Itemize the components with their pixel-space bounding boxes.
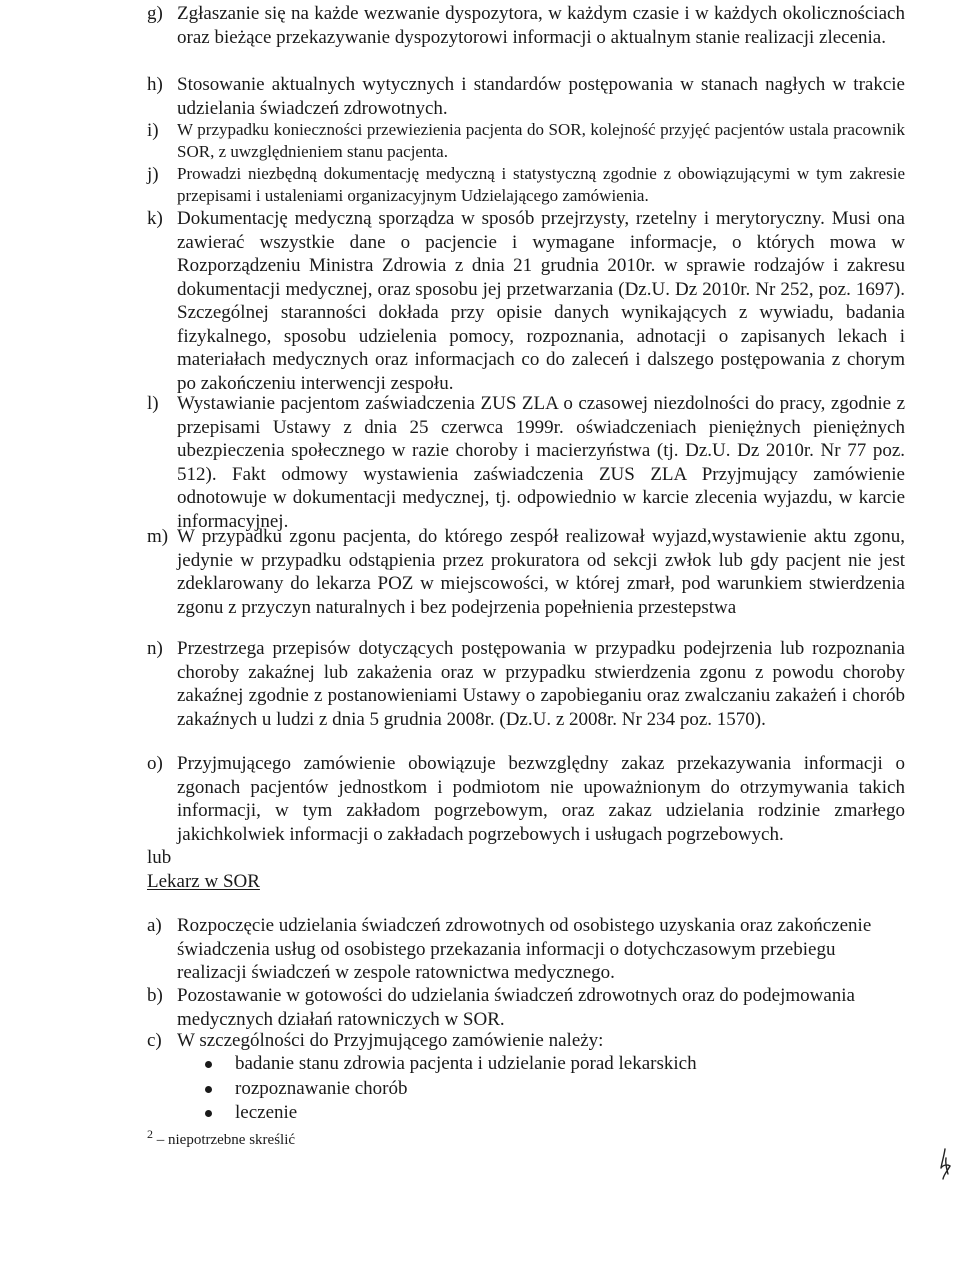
- handwritten-initials-mark: [936, 1148, 954, 1180]
- list-item-n: [147, 637, 905, 731]
- item-marker: b): [147, 985, 163, 1006]
- connector-text: lub: [147, 847, 172, 868]
- list-item-h: [147, 73, 905, 120]
- footnote-number: 2: [147, 1127, 153, 1141]
- bullet-text: badanie stanu zdrowia pacjenta i udzielanie porad lekarskich: [235, 1053, 697, 1074]
- item-text: Pozostawanie w gotowości do udzielania świadczeń zdrowotnych oraz do podejmowania medycznych działań ratowniczych w SOR.: [177, 985, 855, 1030]
- bullet-item: [205, 1077, 697, 1102]
- list-item-k: [147, 207, 905, 395]
- bullet-item: [205, 1052, 697, 1077]
- bullet-text: leczenie: [235, 1102, 298, 1123]
- section-heading: Lekarz w SOR: [147, 871, 260, 892]
- item-marker: m): [147, 526, 169, 547]
- list-item-a: [147, 914, 905, 985]
- item-text: Przestrzega przepisów dotyczących postępowania w przypadku podejrzenia lub rozpoznania choroby zakaźnej lub zakażenia oraz w przypadku stwierdzenia zgonu z powodu choroby zakaźnej zgodnie z postanowieniami Ustawy o zapobieganiu oraz zwalczaniu zakażeń i chorób zakaźnych u ludzi z dnia 5 grudnia 2008r. (Dz.U. z 2008r. Nr 234 poz. 1570).: [177, 638, 905, 730]
- item-text: W przypadku zgonu pacjenta, do którego zespół realizował wyjazd,wystawienie aktu zgonu, jedynie w przypadku odstąpienia przez prokuratora od sekcji zwłok lub gdy pacjent nie jest zdeklarowany do lekarza POZ w miejscowości, w której zmarł, pod warunkiem stwierdzenia zgonu z przyczyn naturalnych i bez podejrzenia popełnienia przestepstwa: [177, 526, 905, 618]
- item-marker: l): [147, 393, 159, 414]
- bullet-icon: [205, 1110, 212, 1117]
- item-text: Rozpoczęcie udzielania świadczeń zdrowotnych od osobistego uzyskania oraz zakończenie świadczenia usług od osobistego przekazania informacji o dotychczasowym przebiegu realizacji świadczeń w zespole ratownictwa medycznego.: [177, 915, 872, 983]
- list-item-o: [147, 752, 905, 846]
- item-text: W szczególności do Przyjmującego zamówienie należy:: [177, 1030, 604, 1051]
- item-marker: k): [147, 208, 163, 229]
- item-text: Prowadzi niezbędną dokumentację medyczną i statystyczną zgodnie z obowiązującymi w tym zakresie przepisami i ustaleniami organizacyjnym Udzielającego zamówienia.: [177, 164, 905, 205]
- bullet-text: rozpoznawanie chorób: [235, 1077, 408, 1099]
- item-text: Przyjmującego zamówienie obowiązuje bezwzględny zakaz przekazywania informacji o zgonach pacjentów jednostkom i podmiotom nie upoważnionym do otrzymywania takich informacji, w tym zakładom pogrzebowym, oraz zakaz udzielania rodzinie zmarłego jakichkolwiek informacji o zakładach pogrzebowych i usługach pogrzebowych.: [177, 753, 905, 845]
- item-marker: n): [147, 638, 163, 659]
- list-item-b: [147, 984, 905, 1031]
- item-marker: c): [147, 1030, 162, 1051]
- item-marker: o): [147, 753, 163, 774]
- bullet-icon: [205, 1086, 212, 1093]
- item-text: Zgłaszanie się na każde wezwanie dyspozytora, w każdym czasie i w każdych okolicznościach oraz bieżące przekazywanie dyspozytorowi informacji o aktualnym stanie realizacji zlecenia.: [177, 3, 905, 48]
- item-text: Dokumentację medyczną sporządza w sposób przejrzysty, rzetelny i merytoryczny. Musi ona zawierać wszystkie dane o pacjencie i wymagane informacje, o których mowa w Rozporządzeniu Ministra Zdrowia z dnia 21 grudnia 2010r. w sprawie rodzajów i zakresu dokumentacji medycznej, oraz sposobu jej przetwarzania (Dz.U. Dz 2010r. Nr 252, poz. 1697). Szczególnej staranności dokłada przy opisie danych wynikających z wywiadu, badania fizykalnego, sposobu udzielenia pomocy, rozpoznania, adnotacji o zapisanych lekach i materiałach medycznych oraz informacjach co do zaleceń i dalszego postępowania z chorym po zakończeniu interwencji zespołu.: [177, 208, 905, 394]
- footnote-text: – niepotrzebne skreślić: [156, 1132, 296, 1148]
- item-marker: g): [147, 3, 163, 24]
- item-text: Stosowanie aktualnych wytycznych i standardów postępowania w stanach nagłych w trakcie udzielania świadczeń zdrowotnych.: [177, 74, 905, 119]
- list-item-l: [147, 392, 905, 533]
- list-item-g: [147, 2, 905, 49]
- bullet-item: [205, 1101, 697, 1126]
- item-marker: a): [147, 915, 162, 936]
- item-marker: i): [147, 120, 159, 141]
- bullet-icon: [205, 1061, 212, 1068]
- list-item-m: [147, 525, 905, 619]
- footnote: [147, 1124, 295, 1150]
- bullet-list: [205, 1052, 697, 1126]
- item-marker: j): [147, 164, 159, 185]
- item-text: W przypadku konieczności przewiezienia pacjenta do SOR, kolejność przyjęć pacjentów ustala pracownik SOR, z uwzględnieniem stanu pacjenta.: [177, 120, 905, 161]
- list-item-j: [147, 163, 905, 207]
- list-item-c: [147, 1029, 905, 1053]
- item-text: Wystawianie pacjentom zaświadczenia ZUS ZLA o czasowej niezdolności do pracy, zgodnie z przepisami Ustawy z dnia 25 czerwca 1999r. oświadczeniach pieniężnych pieniężnych ubezpieczenia społecznego w razie choroby i macierzyństwa (tj. Dz.U. Dz 2010r. Nr 77 poz. 512). Fakt odmowy wystawienia zaświadczenia ZUS ZLA Przyjmujący zamówienie odnotowuje w dokumentacji medycznej, tj. odpowiednio w karcie zlecenia wyjazdu, w karcie informacyjnej.: [177, 393, 905, 532]
- list-item-i: [147, 119, 905, 163]
- item-marker: h): [147, 74, 163, 95]
